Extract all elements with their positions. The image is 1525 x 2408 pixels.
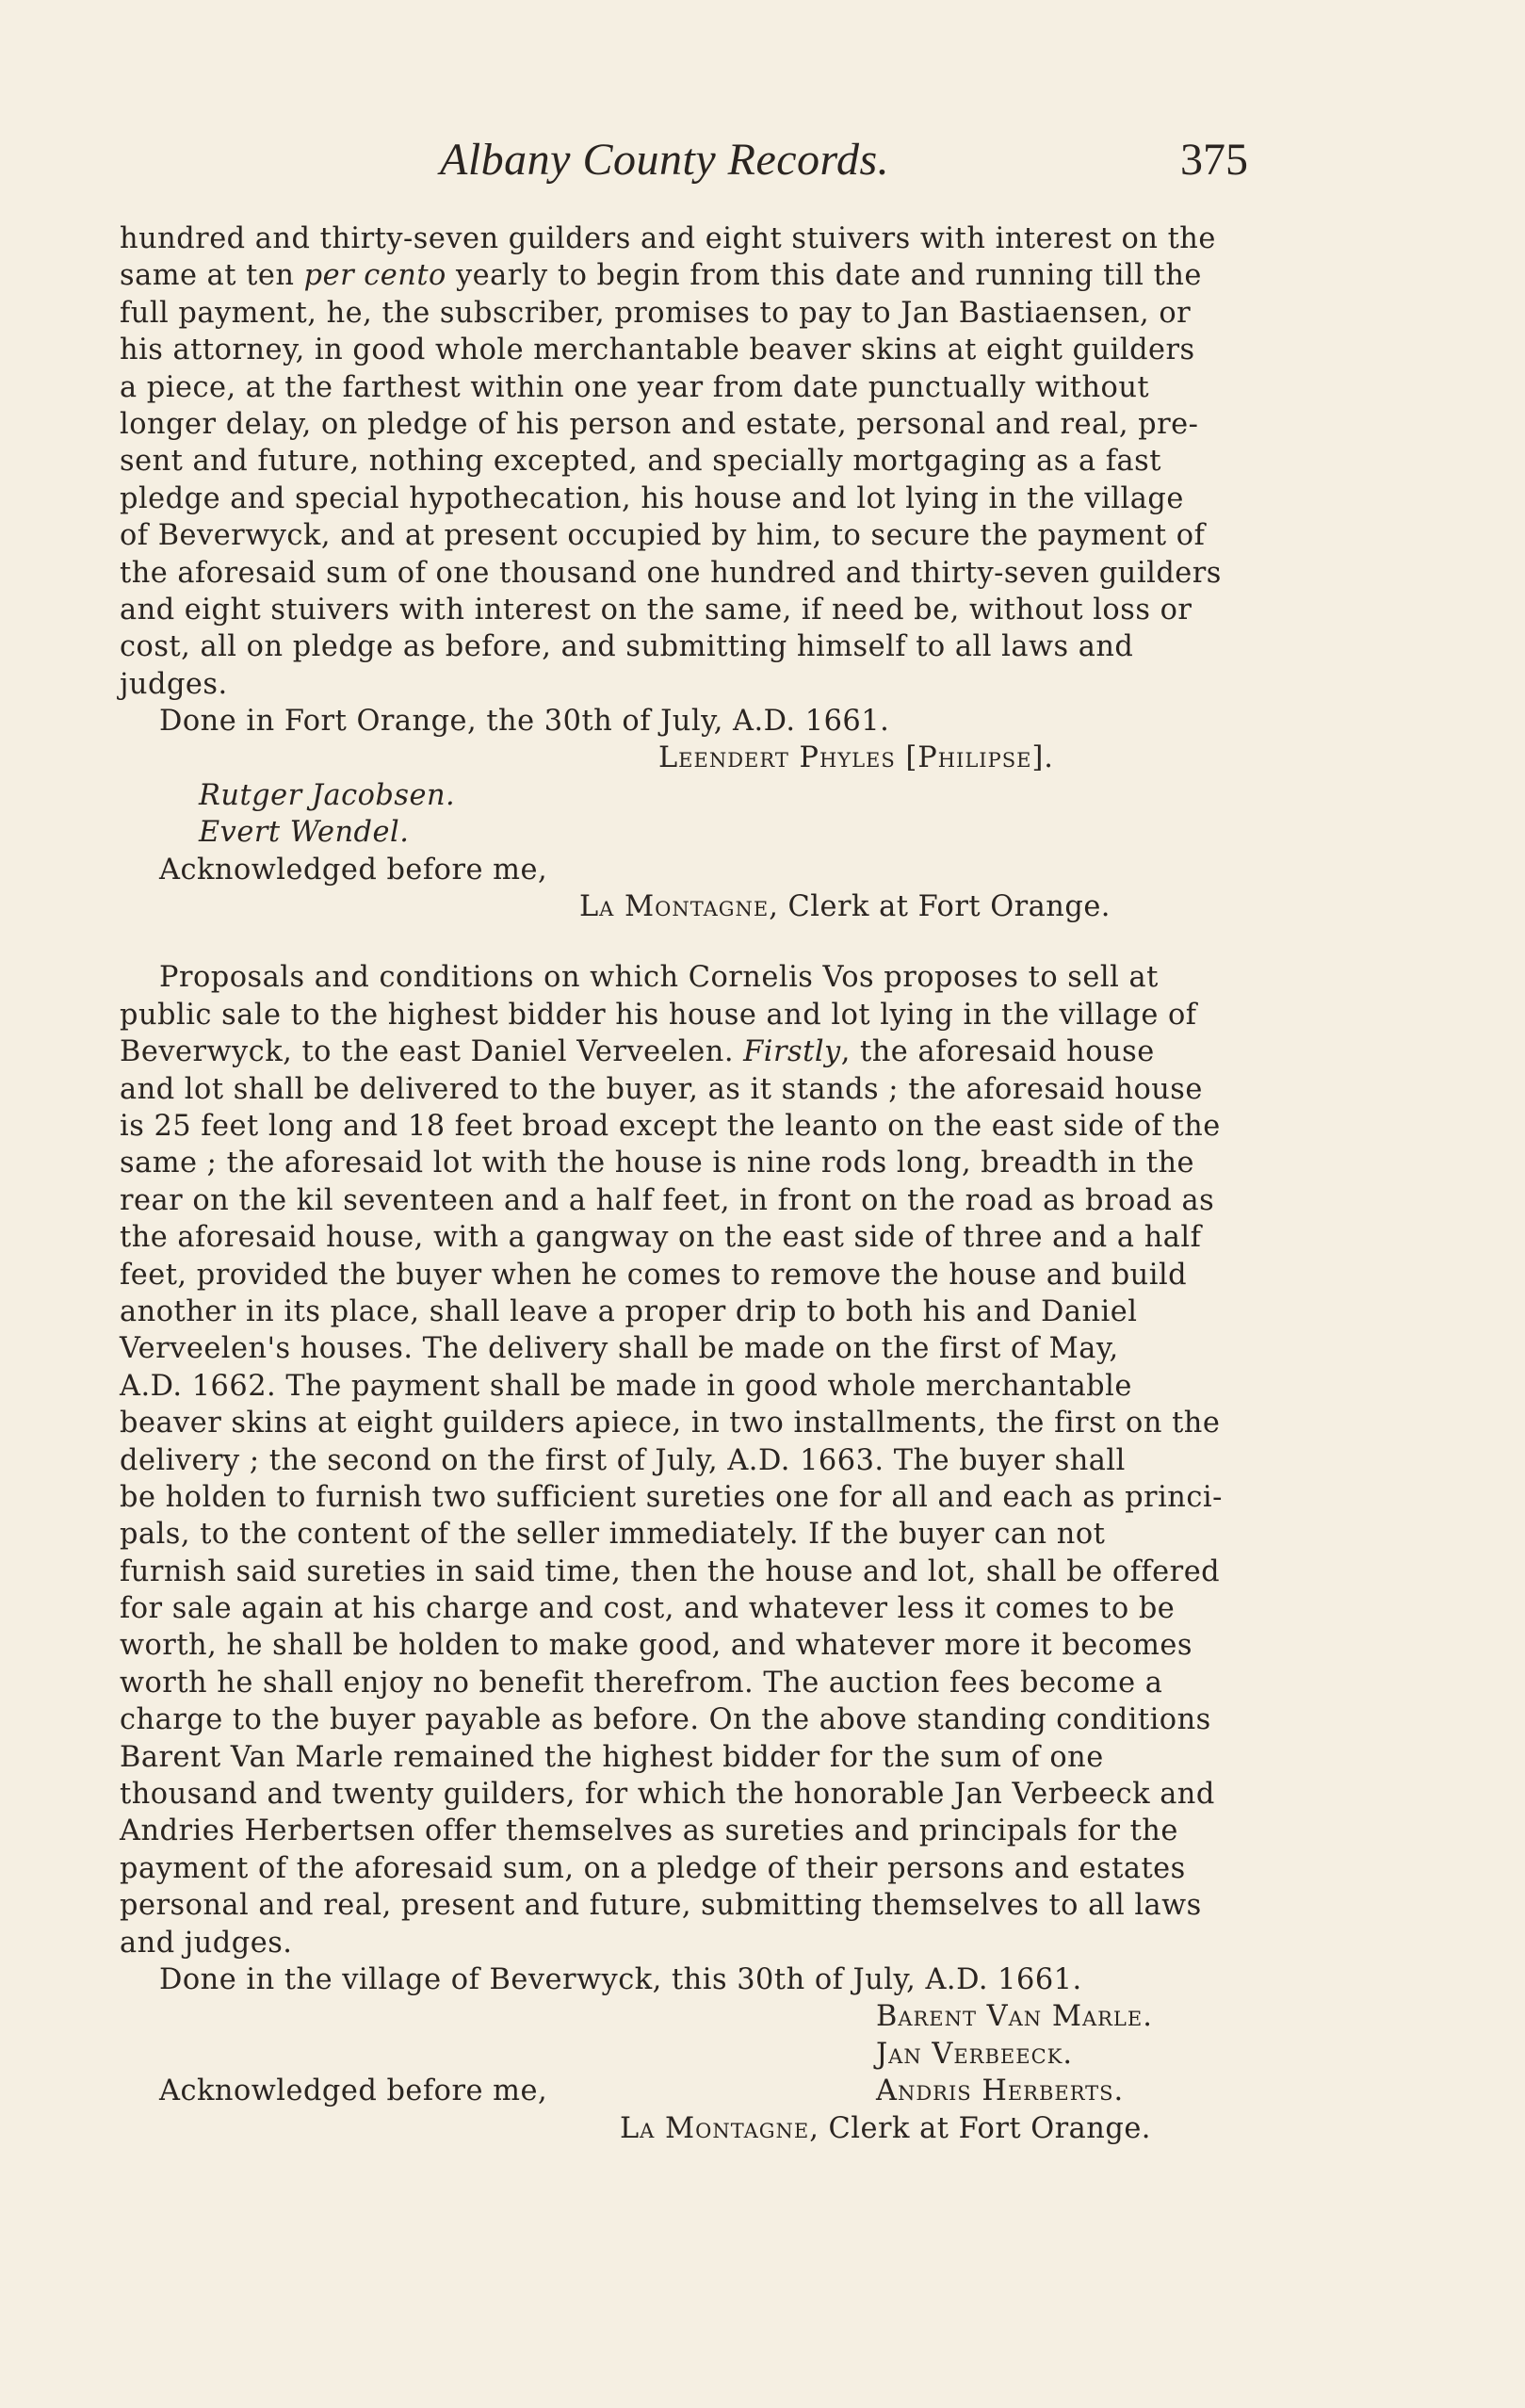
text-line: public sale to the highest bidder his house and lot lying in the village of	[120, 998, 1197, 1032]
paragraph-bond	[120, 220, 1263, 925]
clerk-title: , Clerk at Fort Orange.	[809, 2111, 1151, 2145]
text-line: Barent Van Marle remained the highest bidder for the sum of one	[120, 1740, 1104, 1774]
text-line: judges.	[120, 667, 228, 701]
text-line: personal and real, present and future, submitting themselves to all laws	[120, 1889, 1202, 1923]
text-line: pals, to the content of the seller immediately. If the buyer can not	[120, 1518, 1106, 1552]
signature-barent: Barent Van Marle.	[876, 2000, 1153, 2034]
page-number: 375	[1180, 135, 1248, 185]
text-line: another in its place, shall leave a proper drip to both his and Daniel	[120, 1294, 1138, 1328]
signature-leendert: Leendert Phyles [Philipse].	[658, 741, 1054, 775]
paragraph-proposals	[120, 959, 1263, 2147]
text-line: cost, all on pledge as before, and submitting himself to all laws and	[120, 630, 1134, 664]
text-line: rear on the kil seventeen and a half feet, in front on the road as broad as	[120, 1183, 1215, 1217]
running-title: Albany County Records.	[440, 135, 890, 185]
running-head	[0, 134, 1525, 190]
paragraph-gap	[120, 925, 1263, 959]
text-line	[120, 1033, 1263, 1070]
text-line: the aforesaid house, with a gangway on the east side of three and a half	[120, 1221, 1202, 1255]
text-line: worth he shall enjoy no benefit therefrom. The auction fees become a	[120, 1666, 1163, 1700]
text-line: the aforesaid sum of one thousand one hundred and thirty-seven guilders	[120, 556, 1222, 590]
done-line: Done in the village of Beverwyck, this 30th of July, A.D. 1661.	[159, 1962, 1082, 1996]
text-line: beaver skins at eight guilders apiece, in two installments, the first on the	[120, 1407, 1221, 1440]
done-line: Done in Fort Orange, the 30th of July, A.D. 1661.	[159, 705, 890, 739]
text-line: Andries Herbertsen offer themselves as sureties and principals for the	[120, 1814, 1178, 1848]
clerk-title: , Clerk at Fort Orange.	[769, 890, 1111, 924]
text-line: longer delay, on pledge of his person and estate, personal and real, pre-	[120, 407, 1199, 441]
text-line: payment of the aforesaid sum, on a pledge of their persons and estates	[120, 1851, 1186, 1885]
text-line	[120, 257, 1263, 294]
clerk-name: La Montagne	[579, 890, 770, 924]
text-line: full payment, he, the subscriber, promises to pay to Jan Bastiaensen, or	[120, 296, 1192, 330]
clerk-name: La Montagne	[620, 2111, 810, 2145]
text-line: delivery ; the second on the first of July, A.D. 1663. The buyer shall	[120, 1443, 1126, 1477]
text-line: of Beverwyck, and at present occupied by him, to secure the payment of	[120, 519, 1206, 553]
witness-evert: Evert Wendel.	[199, 816, 410, 850]
text-span: Beverwyck, to the east Daniel Verveelen.	[120, 1035, 734, 1069]
text-line: A.D. 1662. The payment shall be made in good whole merchantable	[120, 1369, 1132, 1403]
witness-rutger: Rutger Jacobsen.	[199, 778, 456, 812]
text-line: a piece, at the farthest within one year from date punctually without	[120, 370, 1150, 404]
text-line: is 25 feet long and 18 feet broad except the leanto on the east side of the	[120, 1109, 1221, 1143]
ack-and-signature-row	[120, 2073, 1263, 2109]
text-span: , the aforesaid house	[840, 1035, 1155, 1069]
page-body	[120, 220, 1263, 2147]
text-line: Proposals and conditions on which Cornelis Vos proposes to sell at	[159, 961, 1159, 995]
text-line: thousand and twenty guilders, for which the honorable Jan Verbeeck and	[120, 1778, 1215, 1812]
text-line: Verveelen's houses. The delivery shall be made on the first of May,	[120, 1332, 1119, 1366]
text-line: for sale again at his charge and cost, and whatever less it comes to be	[120, 1592, 1176, 1626]
text-line: pledge and special hypothecation, his house and lot lying in the village	[120, 481, 1184, 515]
text-line: and eight stuivers with interest on the same, if need be, without loss or	[120, 593, 1192, 626]
text-line: and judges.	[120, 1926, 293, 1960]
clerk-signature	[120, 2110, 1263, 2147]
text-line: hundred and thirty-seven guilders and eight stuivers with interest on the	[120, 222, 1216, 255]
signature-andris: Andris Herberts.	[876, 2074, 1125, 2108]
text-line: and lot shall be delivered to the buyer, as it stands ; the aforesaid house	[120, 1072, 1203, 1106]
text-line: sent and future, nothing excepted, and specially mortgaging as a fast	[120, 445, 1161, 479]
text-line: his attorney, in good whole merchantable beaver skins at eight guilders	[120, 334, 1195, 367]
text-span: yearly to begin from this date and running till the	[456, 259, 1202, 293]
text-line: be holden to furnish two sufficient sureties one for all and each as princi-	[120, 1480, 1223, 1514]
text-line: charge to the buyer payable as before. On the above standing conditions	[120, 1703, 1211, 1737]
italic-phrase: per cento	[303, 259, 446, 293]
signature-jan: Jan Verbeeck.	[876, 2037, 1073, 2071]
acknowledgement: Acknowledged before me,	[159, 2074, 548, 2108]
text-line: same ; the aforesaid lot with the house is nine rods long, breadth in the	[120, 1147, 1195, 1180]
text-span: same at ten	[120, 259, 295, 293]
clerk-signature	[120, 888, 1263, 925]
text-line: feet, provided the buyer when he comes to remove the house and build	[120, 1258, 1188, 1292]
text-line: furnish said sureties in said time, then the house and lot, shall be offered	[120, 1554, 1221, 1588]
text-line: worth, he shall be holden to make good, and whatever more it becomes	[120, 1629, 1192, 1663]
italic-word: Firstly	[743, 1035, 841, 1069]
acknowledgement: Acknowledged before me,	[159, 853, 548, 887]
